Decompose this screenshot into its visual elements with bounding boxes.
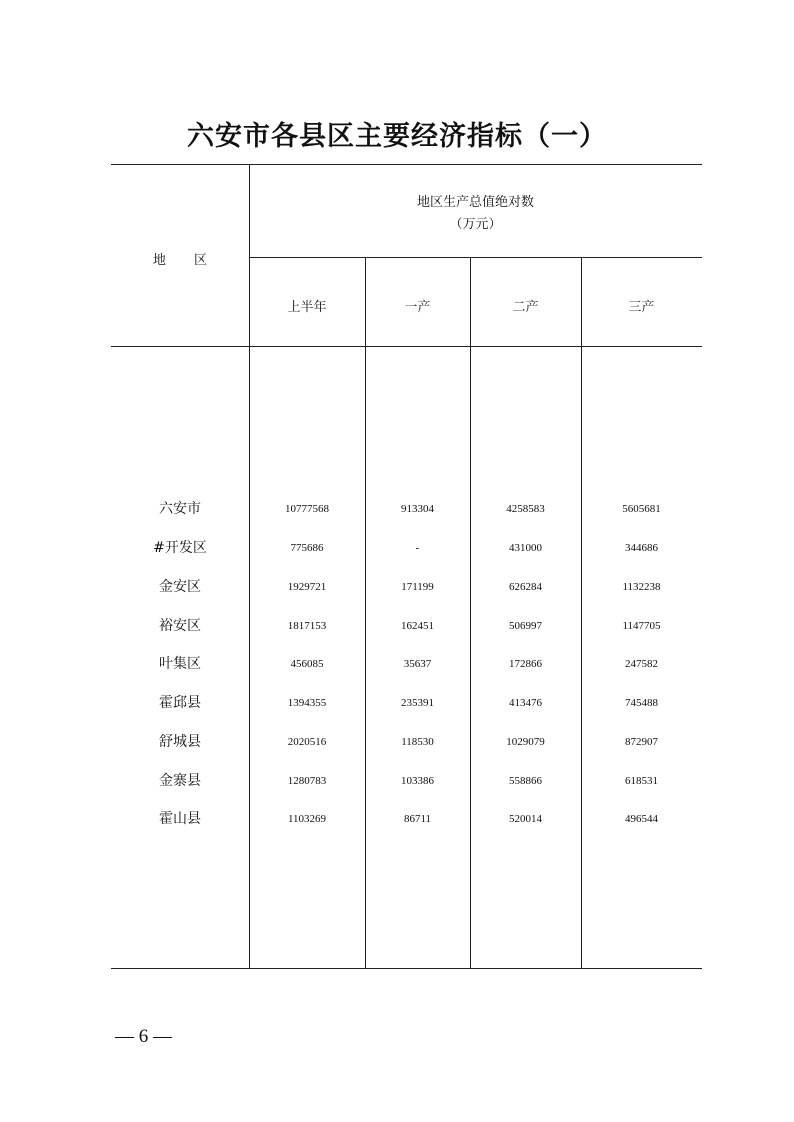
gdp-tertiary: 496544 [625,813,658,825]
region-column-divider [249,164,250,968]
column-header-tertiary: 三产 [628,300,655,315]
gdp-secondary: 558866 [509,775,542,787]
table-row [111,732,702,752]
region-name: 裕安区 [159,618,201,634]
region-name: #开发区 [153,540,207,556]
table-row [111,693,702,713]
gdp-header-label: 地区生产总值绝对数 [416,195,534,210]
gdp-tertiary: 745488 [625,697,658,709]
table-row [111,771,702,791]
region-name: 舒城县 [159,734,201,750]
gdp-tertiary: 618531 [625,775,658,787]
gdp-tertiary: 5605681 [622,503,661,515]
table-row [111,809,702,829]
gdp-secondary: 506997 [509,620,542,632]
gdp-first-half: 456085 [290,658,324,670]
gdp-tertiary: 344686 [625,542,658,554]
gdp-primary: 171199 [401,581,434,593]
gdp-first-half: 10777568 [285,503,329,515]
gdp-primary: 118530 [401,736,434,748]
gdp-secondary: 413476 [509,697,542,709]
table-bottom-rule [111,968,702,969]
gdp-first-half: 1817153 [287,620,327,632]
gdp-first-half: 1103269 [287,813,327,825]
gdp-secondary: 520014 [509,813,542,825]
gdp-primary: - [415,542,420,554]
gdp-first-half: 2020516 [287,736,327,748]
table-row [111,538,702,558]
gdp-secondary: 431000 [509,542,542,554]
gdp-secondary: 1029079 [506,736,545,748]
header-mid-rule [249,257,702,258]
gdp-secondary: 4258583 [506,503,545,515]
table-row [111,654,702,674]
region-name: 六安市 [159,501,201,517]
gdp-primary: 913304 [401,503,434,515]
region-name: 霍山县 [159,811,201,827]
gdp-tertiary: 1147705 [622,620,661,632]
column-divider-1 [365,257,366,968]
region-name: 金寨县 [159,773,201,789]
gdp-primary: 103386 [401,775,434,787]
table-row [111,577,702,597]
region-name: 金安区 [159,579,201,595]
table-row [111,616,702,636]
region-name: 叶集区 [159,656,201,672]
table-row [111,499,702,519]
column-header-primary: 一产 [404,300,431,315]
column-header-secondary: 二产 [512,300,539,315]
gdp-tertiary: 1132238 [622,581,661,593]
gdp-primary: 86711 [403,813,432,825]
gdp-primary: 235391 [401,697,434,709]
gdp-header-unit: （万元） [449,217,502,232]
gdp-secondary: 172866 [509,658,542,670]
gdp-primary: 35637 [403,658,432,670]
column-header-first-half: 上半年 [287,300,327,315]
gdp-first-half: 1280783 [287,775,327,787]
region-header: 地 区 [152,253,220,268]
table-top-rule [111,164,702,165]
gdp-first-half: 1394355 [287,697,327,709]
region-name: 霍邱县 [159,695,201,711]
gdp-tertiary: 872907 [625,736,658,748]
page-number: — 6 — [115,1026,172,1047]
column-divider-2 [470,257,471,968]
column-divider-3 [581,257,582,968]
gdp-tertiary: 247582 [625,658,658,670]
gdp-first-half: 1929721 [287,581,327,593]
page-title: 六安市各县区主要经济指标（一） [187,121,607,152]
gdp-header [249,192,702,236]
gdp-secondary: 626284 [509,581,542,593]
gdp-primary: 162451 [401,620,434,632]
gdp-first-half: 775686 [290,542,324,554]
header-bottom-rule [111,346,702,347]
